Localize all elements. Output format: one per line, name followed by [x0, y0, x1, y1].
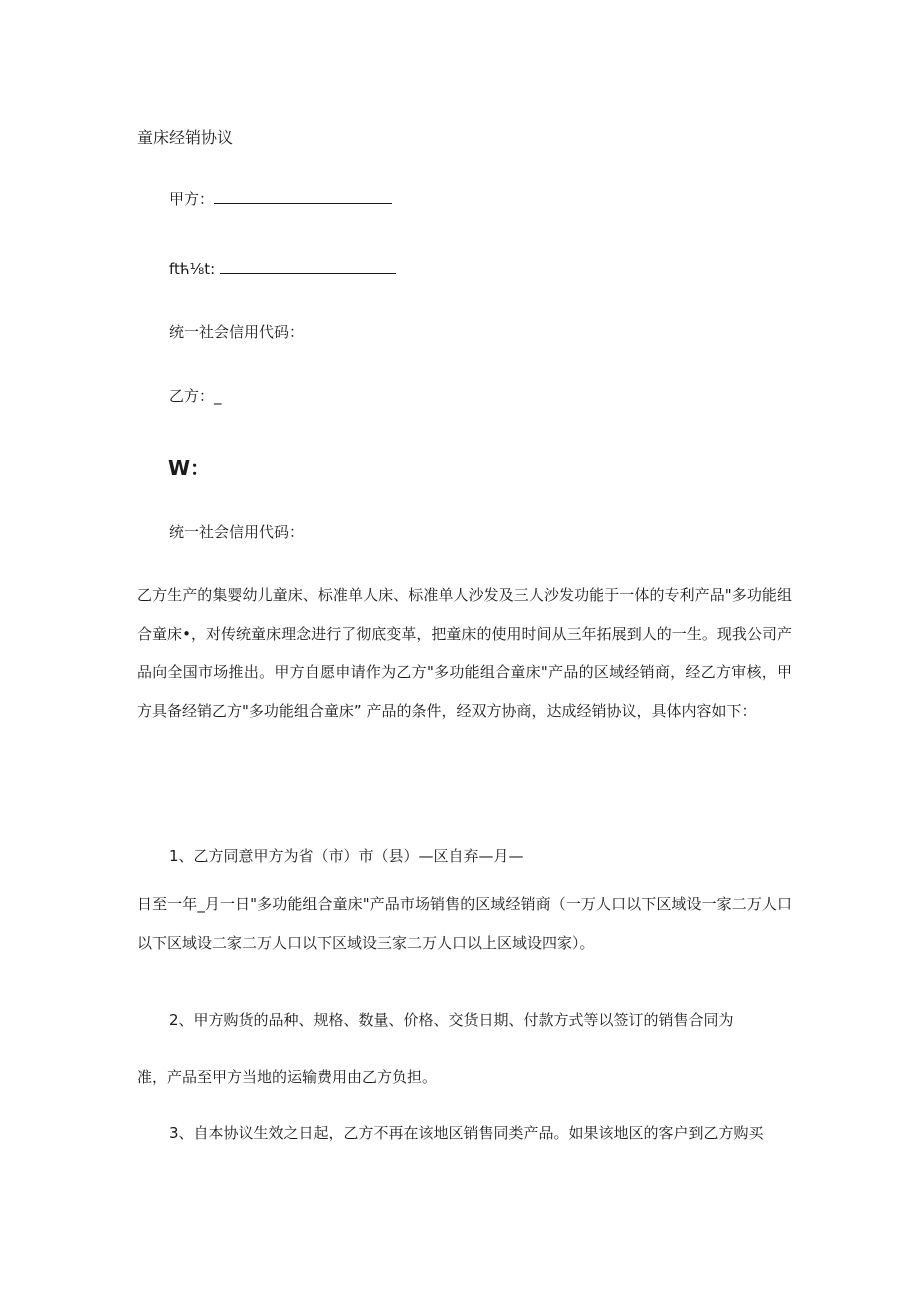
party-a-field: [169, 189, 392, 209]
garbled-label: ftћ⅛t:: [169, 260, 216, 278]
clause-1-rest: 日至一年_月一日"多功能组合童床"产品市场销售的区域经销商（一万人口以下区域设一家二万人口以下区域设二家二万人口以下区域设三家二万人口以上区域设四家）。: [137, 895, 792, 952]
intro-paragraph: 乙方生产的集婴幼儿童床、标准单人床、标准单人沙发及三人沙发功能于一体的专利产品"多功能组合童床•，对传统童床理念进行了彻底变革，把童床的使用时间从三年拓展到人的一生。现我公司产品向全国市场推出。甲方自愿申请作为乙方"多功能组合童床"产品的区域经销商，经乙方审核，甲方具备经销乙方"多功能组合童床” 产品的条件，经双方协商，达成经销协议，具体内容如下：: [137, 586, 792, 720]
party-a-label: 甲方：: [169, 190, 215, 208]
credit-code-label-1: 统一社会信用代码：: [169, 323, 305, 341]
w-heading: W：: [168, 456, 211, 480]
garbled-blank: [220, 259, 396, 274]
clause-3-line-1: 3、自本协议生效之日起，乙方不再在该地区销售同类产品。如果该地区的客户到乙方购买: [169, 1124, 764, 1142]
clause-1-line-1: 1、乙方同意甲方为省（市）市（县）—区自弃—月—: [169, 847, 524, 865]
party-b-label: 乙方：_: [169, 387, 222, 405]
clause-2-line-2: 准，产品至甲方当地的运输费用由乙方负担。: [137, 1068, 438, 1086]
clause-2-line-1: 2、甲方购货的品种、规格、数量、价格、交货日期、付款方式等以签订的销售合同为: [169, 1011, 734, 1029]
garbled-field: [169, 259, 396, 279]
party-a-blank: [214, 189, 392, 204]
credit-code-label-2: 统一社会信用代码：: [169, 523, 305, 541]
document-title: 童床经销协议: [137, 128, 234, 147]
